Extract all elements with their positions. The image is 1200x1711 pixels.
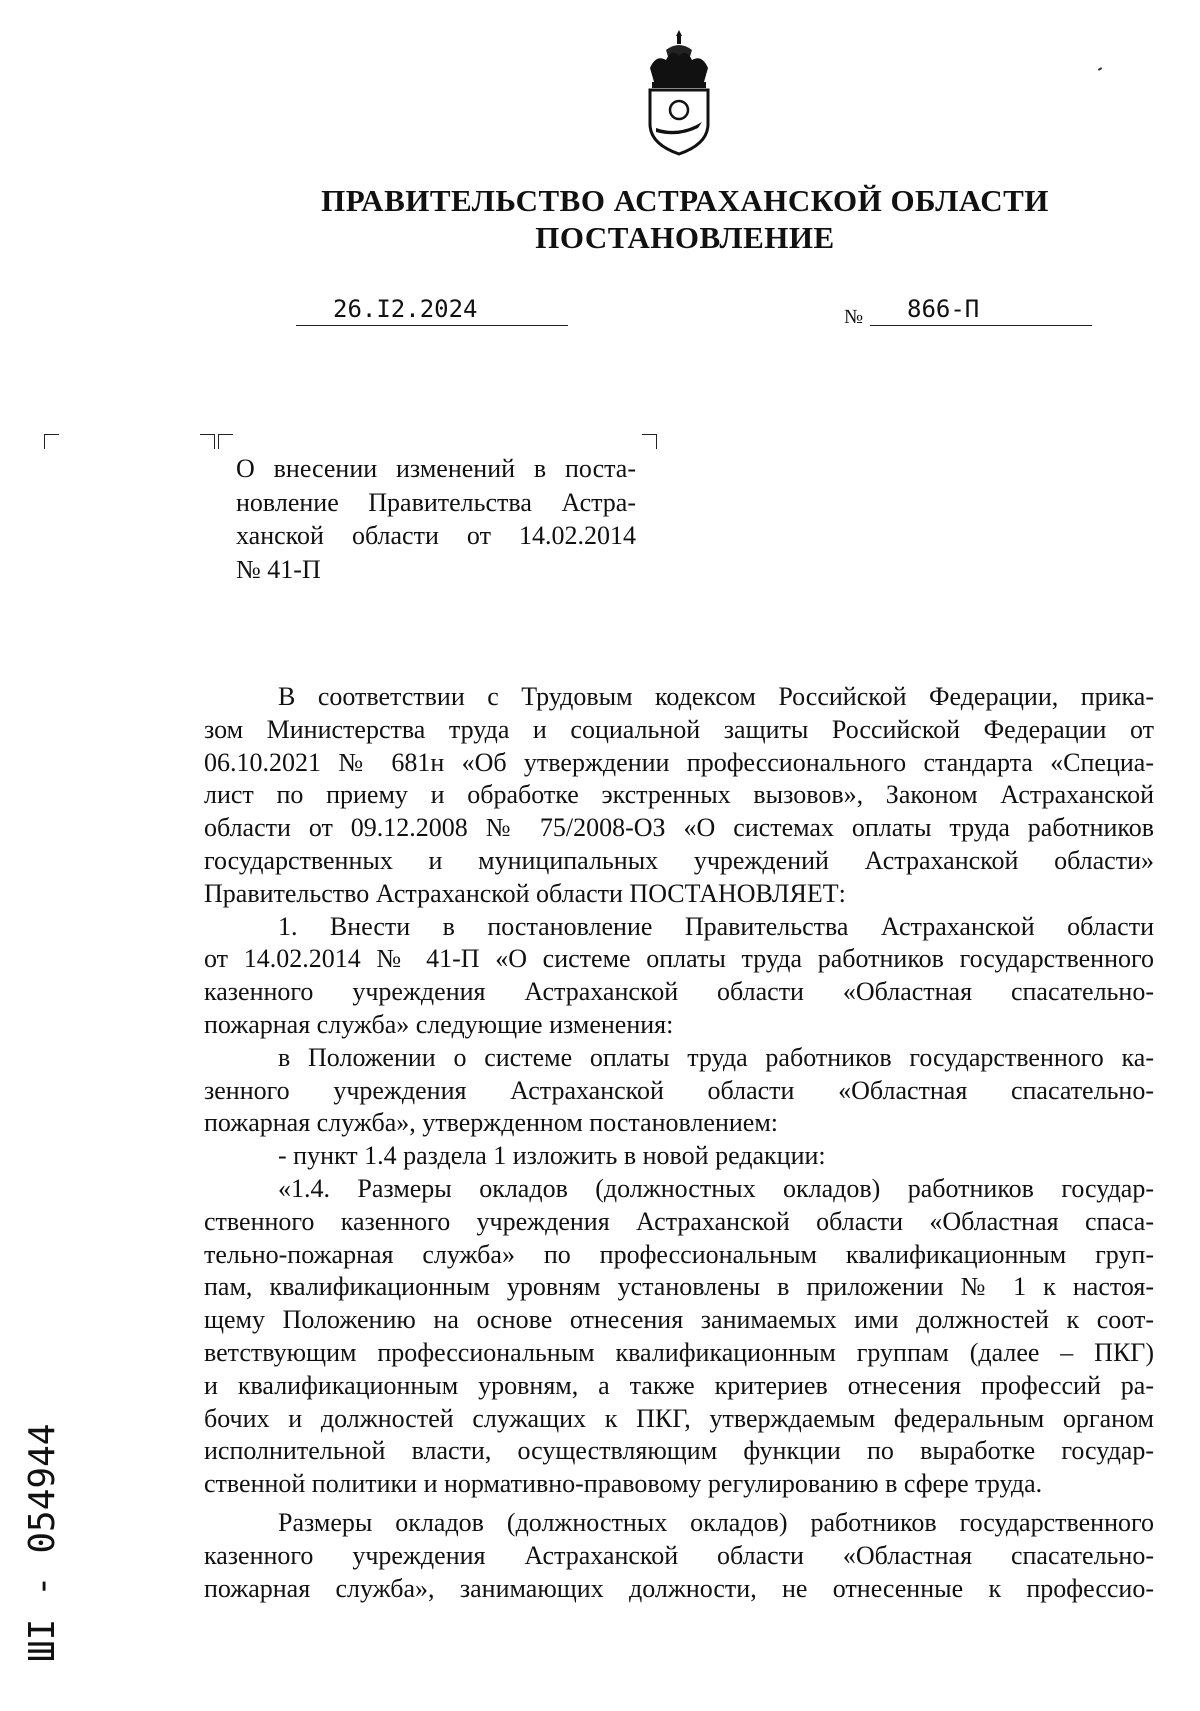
body-line: и квалификационным уровням, а также критериев отнесения профессий ра- xyxy=(204,1370,1154,1400)
body-line: щему Положению на основе отнесения занимаемых ими должностей к соот- xyxy=(204,1305,1154,1335)
body-line: 06.10.2021 № 681н «Об утверждении профессионального стандарта «Специа- xyxy=(204,747,1154,777)
body-line: лист по приему и обработке экстренных вызовов», Законом Астраханской xyxy=(204,780,1154,810)
document-number: 866-П xyxy=(907,295,980,323)
document-subject xyxy=(236,452,636,586)
body-line: пожарная служба» следующие изменения: xyxy=(204,1009,674,1039)
paragraph-regulation xyxy=(204,1042,1154,1140)
subject-line: ханской области от 14.02.2014 xyxy=(236,521,636,550)
subject-bracket-left-inner xyxy=(218,434,233,449)
body-line: казенного учреждения Астраханской области «Областная спасательно- xyxy=(204,1540,1154,1570)
body-line: области от 09.12.2008 № 75/2008-ОЗ «О системах оплаты труда работников xyxy=(204,813,1154,843)
subject-line: О внесении изменений в поста- xyxy=(236,454,636,483)
body-line: Размеры окладов (должностных окладов) работников государственного xyxy=(278,1507,1154,1537)
body-line: зенного учреждения Астраханской области «Областная спасательно- xyxy=(204,1075,1154,1105)
paragraph-item-1 xyxy=(204,911,1154,1042)
margin-corner-mark xyxy=(44,434,59,449)
body-line: государственных и муниципальных учреждений Астраханской области» xyxy=(204,845,1154,875)
subject-line: № 41-П xyxy=(236,554,321,584)
body-line: ственного казенного учреждения Астраханской области «Областная спаса- xyxy=(204,1206,1154,1236)
body-line: пам, квалификационным уровням установлены в приложении № 1 к настоя- xyxy=(204,1272,1154,1302)
body-line: тельно-пожарная служба» по профессиональным квалификационным груп- xyxy=(204,1239,1154,1269)
paragraph-salary-sizes xyxy=(204,1507,1154,1605)
scan-speck xyxy=(1098,67,1102,71)
body-line: ветствующим профессиональным квалификационным группам (далее – ПКГ) xyxy=(204,1337,1154,1367)
body-line: бочих и должностей служащих к ПКГ, утверждаемым федеральным органом xyxy=(204,1403,1154,1433)
paragraph-clause-1-4 xyxy=(204,1173,1154,1501)
body-line: Правительство Астраханской области ПОСТАНОВЛЯЕТ: xyxy=(204,878,846,908)
subject-bracket-right xyxy=(642,434,657,449)
body-line: ственной политики и нормативно-правовому регулированию в сфере труда. xyxy=(204,1469,1043,1499)
form-serial-number: ШI - 054944 xyxy=(22,1423,63,1662)
subject-line: новление Правительства Астра- xyxy=(236,487,636,517)
body-line: зом Министерства труда и социальной защиты Российской Федерации от xyxy=(204,714,1154,744)
document-type-title: ПОСТАНОВЛЕНИЕ xyxy=(535,220,835,255)
body-line: в Положении о системе оплаты труда работников государственного ка- xyxy=(278,1042,1154,1072)
number-sign: № xyxy=(844,306,864,328)
regional-coat-of-arms-emblem xyxy=(636,28,722,156)
subject-bracket-left-outer xyxy=(200,434,215,449)
body-line: 1. Внести в постановление Правительства Астраханской области xyxy=(278,911,1154,941)
number-underline xyxy=(870,325,1092,326)
document-date: 26.I2.2024 xyxy=(333,295,478,323)
body-line: от 14.02.2014 № 41-П «О системе оплаты труда работников государственного xyxy=(204,944,1154,974)
body-line: «1.4. Размеры окладов (должностных окладов) работников государ- xyxy=(278,1173,1154,1203)
document-body xyxy=(204,681,1154,1605)
body-line: В соответствии с Трудовым кодексом Российской Федерации, прика- xyxy=(278,682,1154,711)
paragraph-preamble xyxy=(204,681,1154,911)
body-line: пожарная служба», занимающих должности, не отнесенные к профессио- xyxy=(204,1573,1154,1603)
paragraph-clause-instruction xyxy=(204,1140,1154,1173)
body-line: исполнительной власти, осуществляющим функции по выработке государ- xyxy=(204,1436,1154,1466)
body-line: пожарная служба», утвержденном постановлением: xyxy=(204,1108,779,1138)
body-line: - пункт 1.4 раздела 1 изложить в новой редакции: xyxy=(278,1141,826,1171)
body-line: казенного учреждения Астраханской области «Областная спасательно- xyxy=(204,977,1154,1007)
organization-title: ПРАВИТЕЛЬСТВО АСТРАХАНСКОЙ ОБЛАСТИ xyxy=(321,183,1049,218)
date-underline xyxy=(296,325,568,326)
